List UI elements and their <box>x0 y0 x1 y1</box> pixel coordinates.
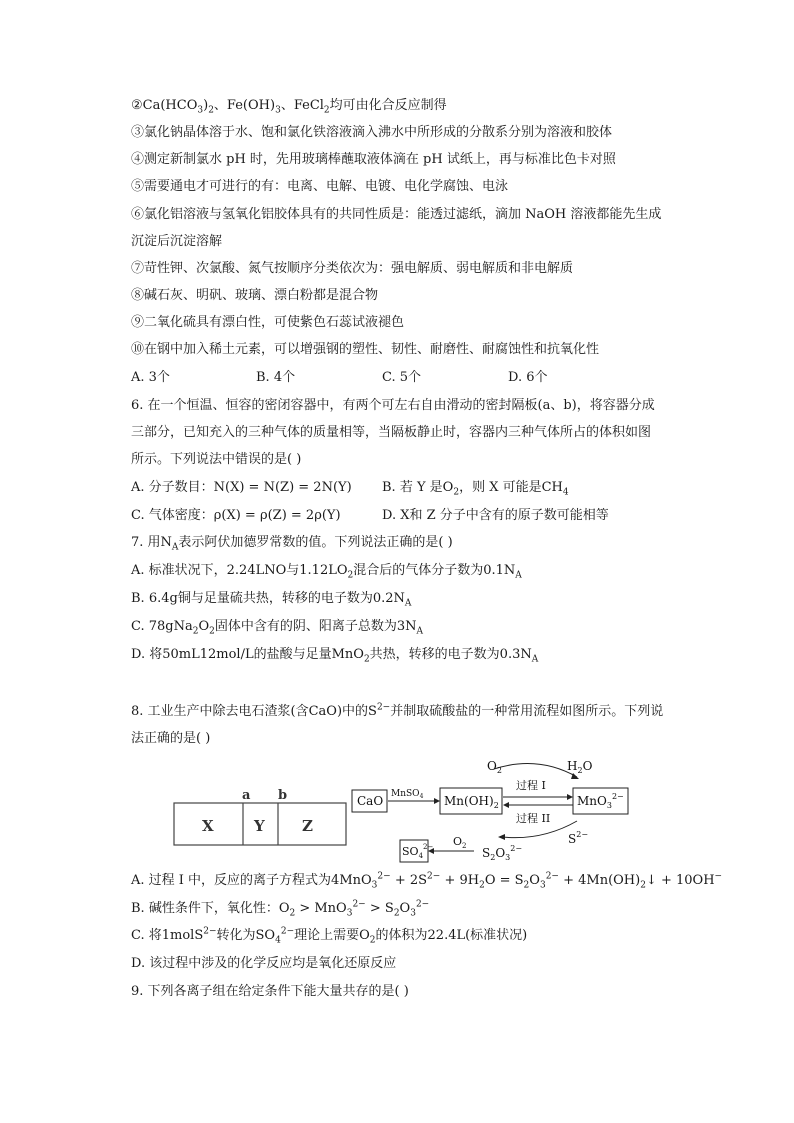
flow-figure <box>352 759 628 862</box>
gas-x-label: X <box>202 817 214 835</box>
q8-option-a: A. 过程 I 中，反应的离子方程式为$4MnO_3^{2-} + 2S^{2-} + 9H_2O = S_2O_3^{2-}$ + $4Mn(OH)_2↓ + 10OH^-$ <box>131 871 723 891</box>
q5-option-b: B. 4个 <box>256 370 296 385</box>
q8-stem-2: 法正确的是( ) <box>131 731 211 746</box>
q7-option-b: B. 6.4g铜与足量硫共热，转移的电子数为$0.2N_A$ <box>131 591 412 609</box>
container-figure <box>174 788 346 845</box>
so4-box: $SO_4^{2-}$ <box>402 843 434 860</box>
statement-8: ⑧碱石灰、明矾、玻璃、漂白粉都是混合物 <box>131 288 379 303</box>
q5-option-d: D. 6个 <box>508 370 548 385</box>
o2-top-label: $O_2$ <box>487 759 502 775</box>
q6-option-c: C. 气体密度：ρ(X) = ρ(Z) = 2ρ(Y) <box>131 508 341 523</box>
q7-stem: 7. 用$N_A$表示阿伏加德罗常数的值。下列说法正确的是( ) <box>131 535 453 553</box>
s2o3-label: $S_2O_3^{2-}$ <box>482 844 523 862</box>
q5-option-c: C. 5个 <box>382 370 422 385</box>
mnoh2-box: $Mn(OH)_2$ <box>444 794 499 810</box>
o2-bottom-label: $O_2$ <box>453 835 467 850</box>
h2o-label: $H_2O$ <box>567 759 593 775</box>
statement-5: ⑤需要通电才可进行的有：电离、电解、电镀、电化学腐蚀、电泳 <box>131 179 509 194</box>
q6-option-b: B. 若 Y 是$O_2$，则 X 可能是$CH_4$ <box>382 480 569 498</box>
statement-10: ⑩在钢中加入稀土元素，可以增强钢的塑性、韧性、耐磨性、耐腐蚀性和抗氧化性 <box>131 342 600 357</box>
q6-stem-2: 三部分，已知充入的三种气体的质量相等，当隔板静止时，容器内三种气体所占的体积如图 <box>131 425 652 440</box>
statement-6-cont: 沉淀后沉淀溶解 <box>131 234 223 249</box>
partition-b-label: b <box>278 788 288 803</box>
q7-option-c: C. $78gNa_2O_2$固体中含有的阴、阳离子总数为$3N_A$ <box>131 619 424 637</box>
q7-option-d: D. 将50mL12mol/L的盐酸与足量MnO$_2$共热，转移的电子数为$0.3N_A$ <box>131 647 539 665</box>
process-2-label: 过程 II <box>516 812 551 825</box>
q6-option-a: A. 分子数目：N(X) = N(Z) = 2N(Y) <box>131 480 352 495</box>
q6-stem-3: 所示。下列说法中错误的是( ) <box>131 452 302 467</box>
q6-stem-1: 6. 在一个恒温、恒容的密闭容器中，有两个可左右自由滑动的密封隔板(a、b)，将容器分成 <box>131 398 655 413</box>
q8-option-c: C. 将1molS$^{2-}$转化为$SO_4^{2-}$理论上需要$O_2$的体积为22.4L(标准状况) <box>131 926 528 946</box>
cao-box: CaO <box>357 794 384 808</box>
mno3-box: MnO$_3^{2-}$ <box>577 792 624 810</box>
q5-option-a: A. 3个 <box>131 370 170 385</box>
gas-y-label: Y <box>254 817 265 835</box>
statement-7: ⑦苛性钾、次氯酸、氮气按顺序分类依次为：强电解质、弱电解质和非电解质 <box>131 261 574 276</box>
mnso4-label: MnSO$_4$ <box>391 789 424 800</box>
statement-3: ③氯化钠晶体溶于水、饱和氯化铁溶液滴入沸水中所形成的分散系分别为溶液和胶体 <box>131 125 613 140</box>
s2-label: $S^{2-}$ <box>568 830 589 846</box>
partition-a-label: a <box>242 788 251 803</box>
q8-option-d: D. 该过程中涉及的化学反应均是氧化还原反应 <box>131 956 397 971</box>
gas-z-label: Z <box>302 817 313 835</box>
q7-option-a: A. 标准状况下，2.24LNO与$1.12LO_2$混合后的气体分子数为$0.1N_A$ <box>131 563 522 581</box>
q6-q8-figures <box>172 757 632 867</box>
statement-4: ④测定新制氯水 pH 时，先用玻璃棒蘸取液体滴在 pH 试纸上，再与标准比色卡对照 <box>131 152 616 167</box>
q6-option-d: D. X和 Z 分子中含有的原子数可能相等 <box>382 508 609 523</box>
process-1-label: 过程 I <box>516 779 546 792</box>
q8-stem-1: 8. 工业生产中除去电石渣浆(含CaO)中的$S^{2-}$并制取硫酸盐的一种常用流程如图所示。下列说 <box>131 702 664 719</box>
q9-stem: 9. 下列各离子组在给定条件下能大量共存的是( ) <box>131 984 409 999</box>
statement-6: ⑥氯化铝溶液与氢氧化铝胶体具有的共同性质是：能透过滤纸，滴加 NaOH 溶液都能先生成 <box>131 207 662 222</box>
q8-option-b: B. 碱性条件下，氧化性：$O_2 > MnO_3^{2-} > S_2O_3^{2-}$ <box>131 899 430 919</box>
statement-9: ⑨二氧化硫具有漂白性，可使紫色石蕊试液褪色 <box>131 315 405 330</box>
statement-2: $②Ca(HCO_3)_2$、$Fe(OH)_3$、FeCl$_2$均可由化合反应制得 <box>131 98 447 116</box>
